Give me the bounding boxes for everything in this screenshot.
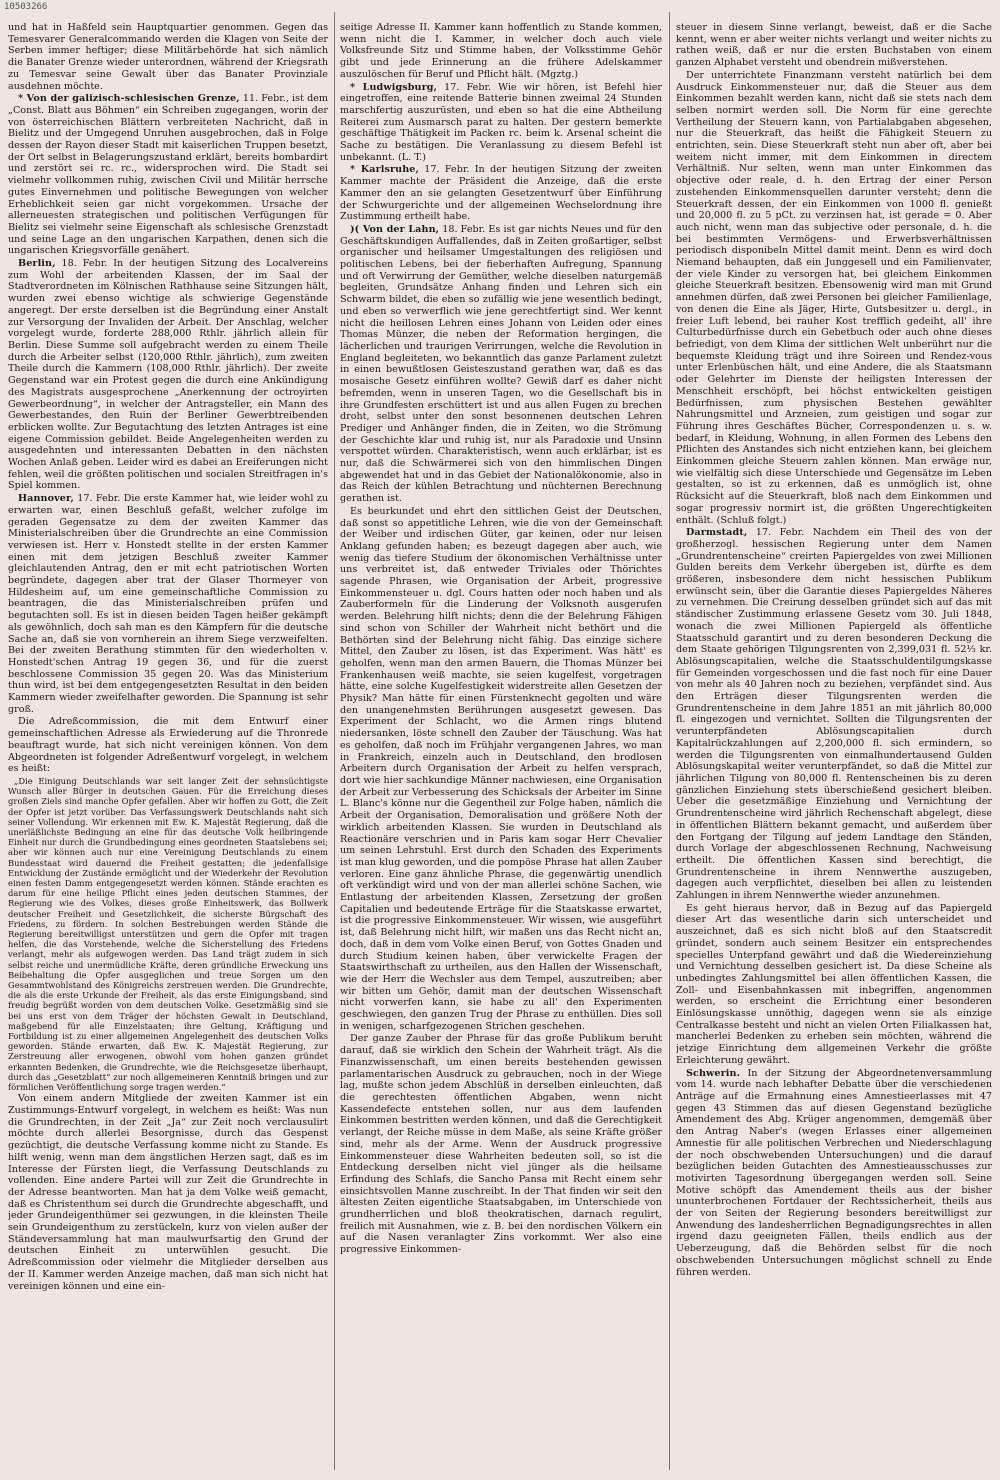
page-id: 10503266 bbox=[4, 2, 48, 12]
article-text: 11. Febr., ist dem „Const. Blatt aus Böhmen“ ein Schreiben zugegangen, worin der von österreichischen Blättern verbreiteten Nachricht, daß in Bielitz und der Umgegend Unruhen ausgebrochen, daß in Folge dessen der Rayon dieser Stadt mit kaiserlichen Truppen besetzt, der Ort selbst in Belagerungszustand erklärt, bereits bombardirt und zerstört sei rc. rc., widersprochen wird. Die Stadt sei vielmehr vollkommen ruhig, zwischen Civil und Militär herrsche gutes Einvernehmen und politische Bewegungen von welcher Erheblichkeit seien gar nicht vorgekommen. Ursache der allerneuesten strategischen und politischen Verfügungen für Bielitz sei vielmehr seine Eigenschaft als schlesische Grenzstadt und seine Lage an den ungarischen Karpathen, denen sich die ungarischen Kriegsvorfälle genähert. bbox=[8, 93, 328, 257]
article-text: seitige Adresse II. Kammer kann hoffentlich zu Stande kommen, wenn nicht die I. Kammer, in welcher doch auch viele Volksfreunde Sitz und Stimme haben, der Volksstimme Gehör gibt und jede Erinnerung an die frühere Adelskammer auszulöschen für Beruf und Pflicht hält. (Mgztg.) bbox=[340, 22, 662, 80]
article-text: 17. Febr. In der heutigen Sitzung der zweiten Kammer machte der Präsident die Anzeige, daß die erste Kammer den an sie gelangten Gesetzentwurf über Einführung der Schwurgerichte und der allgemeinen Wechselordnung ihre Zustimmung ertheilt habe. bbox=[340, 164, 662, 223]
dateline: )( Von der Lahn, bbox=[350, 223, 440, 235]
article-text: In der Sitzung der Abgeordnetenversammlung vom 14. wurde nach lebhafter Debatte über die verschiedenen Anträge auf die Ermahnung eines Amnestieerlasses mit 47 gegen 43 Stimmen das auf diesen Gegenstand bezügliche Amendement des Abg. Krüger angenommen, demgemäß über den Antrag Naber's (wegen Erlasses einer allgemeinen Amnestie für alle politischen Verbrechen und Niederschlagung der noch obschwebenden Untersuchungen) und die darauf bezüglichen beiden Gutachten des Amnestieausschusses zur motivirten Tagesordnung übergegangen werden soll. Seine Motive schöpft das Amendement theils aus der bisher ununterbrochenen Fortdauer der Rechtssicherheit, theils aus der von Seiten der Regierung besonders bereitwilligst zur Anwendung des landesherrlichen Begnadigungsrechtes in allen irgend dazu geeigneten Fällen, theils endlich aus der Ueberzeugung, daß die Behörden selbst für die noch obschwebenden Untersuchungen möglichst schnell zu Ende führen werden. bbox=[676, 1067, 992, 1278]
dateline: Berlin, bbox=[18, 258, 56, 270]
article-ludwigsburg bbox=[340, 82, 662, 164]
dateline: Schwerin. bbox=[686, 1067, 741, 1079]
dateline: Darmstadt, bbox=[686, 527, 748, 539]
article-text: Der ganze Zauber der Phrase für das große Publikum beruht darauf, daß sie wirklich den Schein der Wahrheit trägt. Als die Finanzwissenschaft, um einen bereits bestehenden gewissen parlamentarischen Ausdruck zu gebrauchen, noch in der Wiege lag, mußte schon jedem Abschlüß in derselben einleuchten, daß die gerechtesten öffentlichen Abgaben, wenn nicht Kassendefecte entstehen sollen, nur aus dem laufenden Einkommen bestritten werden können, und daß die Gerechtigkeit verlangt, der Reiche müsse in dem Maße, als seine Kräfte größer sind, mehr als der Arme. Wenn der Ausdruck progressive Einkommensteuer diese Wahrheiten bedeuten soll, so ist die Entdeckung derselben nicht viel jünger als die heilsame Erfindung des Schlafs, die Sancho Pansa mit Recht einem sehr einsichtsvollen Manne zuschreibt. In der That finden wir seit den ältesten Zeiten eigentliche Staatsabgaben, im Unterschiede von grundherrlichen und bloß theokratischen, darnach regulirt, freilich mit Ausnahmen, wie z. B. bei den nordischen Völkern ein auf die Nasen veranlagter Zins vorkommt. Wer also eine progressive Einkommen- bbox=[340, 1033, 662, 1256]
article-text: Die Adreßcommission, die mit dem Entwurf einer gemeinschaftlichen Adresse als Erwiederung auf die Thronrede beauftragt wurde, hat sich nicht vereinigen können. Von dem Abgeordneten ist folgender Adreßentwurf vorgelegt, in welchem es heißt: bbox=[8, 716, 328, 775]
address-quote: „Die Einigung Deutschlands war seit langer Zeit der sehnsüchtigste Wunsch aller Bürger in deutschen Gauen. Für die Erreichung dieses großen Ziels sind manche Opfer gefallen. Aber wir hoffen zu Gott, die Zeit der Opfer ist jetzt vorüber. Das Verfassungswerk Deutschlands naht sich seiner Vollendung. Wir erkennen mit Ew. K. Majestät Regierung, daß die unerläßlichste Bedingung an eine für das deutsche Volk heilbringende Einheit nur durch die Grundbedingung eines geordneten Staatslebens sei; aber wir können auch nur eine Vereinigung Deutschlands zu einem Bundesstaat wird dauernd die Freiheit gestatten; die jedenfallsige Entwicklung der Zustände ermöglicht und der Wiederkehr der Revolution einen festen Damm entgegengesetzt werden können. Stände erachten es darum für eine heilige Pflicht eines jeden deutschen Stammes, der Regierung wie des Volkes, dieses große Einheitswerk, das Bollwerk deutscher Freiheit und Gesetzlichkeit, die sicherste Bürgschaft des Friedens, zu fördern. In solchen Bestrebungen werden Stände die Regierung bereitwilligst unterstützen und gern die Opfer mit tragen helfen, die das Vorstehende, welche die Sicherstellung des Friedens verlangt, mehr als aufgewogen werden. Das Land trägt zudem in sich selbst reiche und unermüdliche Kräfte, deren gründliche Erweckung uns Beibehaltung die Opfer ausgeglichen und treue Sorgen um den Gesammtwohlstand des Königreichs zerstreuen werden. Die Grundrechte, die als die erste Urkunde der Freiheit, als das erste Einigungsband, sind freudig begrüßt worden von dem deutschen Volke. Gesetzmäßig sind sie bei uns erst von dem Träger der höchsten Gewalt in Deutschland, maßgebend für alle Einzelstaaten; ihre Geltung, Kräftigung und Fortbildung ist zu einer allgemeinen Angelegenheit des deutschen Volks geworden. Stände erwarten, daß Ew. K. Majestät Regierung, zur Zerstreuung aller erwogenen, obwohl vom hohen ganzen gründet erkannten Bedenken, die Grundrechte, wie die Reichsgesetze überhaupt, durch das „Gesetzblatt“ zur noch allgemeineren Kenntniß bringen und zur förmlichen Veröffentlichung sorge tragen werden.“ bbox=[8, 776, 328, 1093]
dateline: * Von der galizisch-schlesischen Grenze, bbox=[18, 93, 240, 105]
article-text: 17. Febr. Wie wir hören, ist Befehl hier eingetroffen, eine reitende Batterie binnen zweimal 24 Stunden marschfertig auszurüsten, und eben so hat die eine Abtheilung Reiterei zum Ausmarsch parat zu halten. Der gestern bemerkte geschäftige Thätigkeit im Packen rc. beim k. Arsenal scheint die Sache zu bestätigen. Die Veranlassung zu diesem Befehl ist unbekannt. (L. T.) bbox=[340, 81, 662, 163]
article-text: 17. Febr. Die erste Kammer hat, wie leider wohl zu erwarten war, einen Beschluß gefaßt, welcher zufolge im geraden Gegensatze zu dem der zweiten Kammer das Ministerialschreiben über die Grundrechte an eine Commission verwiesen ist. Herr v. Honstedt stellte in der ersten Kammer einen mit dem jetzigen Beschluß zweiter Kammer gleichlautenden Antrag, den er mit echt patriotischen Worten begründete, dagegen aber trat der Glaser Thormeyer von Hildesheim auf, um eine gemeinschaftliche Commission zu beantragen, die das Ministerialschreiben prüfen und begutachten soll. Es ist in diesen beiden Tagen heißer gekämpft als gewöhnlich, doch sah man es den Kämpfern für die deutsche Sache an, daß sie von vornherein an ihrem Siege verzweifelten. Bei der zweiten Berathung stimmten für den wiederholten v. Honstedt'schen Antrag 19 gegen 36, und für die zuerst beschlossene Commission 35 gegen 20. Was das Ministerium thun wird, ist bei dem entgegengesetzten Resultat in den beiden Kammern wieder zweifelhafter geworden. Die Spannung ist sehr groß. bbox=[8, 493, 328, 715]
article-galizien bbox=[8, 93, 328, 257]
article-text: Der unterrichtete Finanzmann versteht natürlich bei dem Ausdruck Einkommensteuer nur, daß die Steuer aus dem Einkommen bezahlt werden kann, nicht daß sie stets nach dem selben normirt werden soll. Die Norm für eine gerechte Vertheilung der Steuern kann, von Partialabgaben abgesehen, nur die Steuerkraft, das heißt die Fähigkeit Steuern zu entrichten, sein. Diese Steuerkraft steht nun aber oft, aber bei weitem nicht immer, mit dem Einkommen in directem Verhältniß. Nur selten, wenn man unter Einkommen das objective oder reale, d. h. den Ertrag der einer Person zustehenden Einkommensquellen darunter versteht; denn die Steuerkraft dessen, der ein Einkommen von 1000 fl. genießt und 20,000 fl. zu 5 pCt. zu verzinsen hat, ist gerade = 0. Aber auch nicht, wenn man das subjective oder personale, d. h. die bei bestimmten Vermögens- und Erwerbsverhältnissen periodisch disponibeln Mittel damit meint. Denn es wird doch Niemand behaupten, daß ein Junggesell und ein Familienvater, der viele Kinder zu versorgen hat, bei gleichem Einkommen gleiche Steuerkraft besitzen. Ebensowenig wird man mit Grund annehmen dürfen, daß zwei Personen bei gleicher Familienlage, von denen die Eine als Jäger, Hirte, Gutsbesitzer u. dergl., in freier Luft lebend, bei rauher Kost trefflich gedeiht, all' ihre Culturbedürfnisse durch ein Gebetbuch oder auch ohne dieses befriedigt, von dem Klima der sittlichen Welt unberührt nur die bequemste Kleidung trägt und ihre Soireen und Rendez-vous unter Erlenbüschen hält, und eine Andere, die als Staatsmann oder Gelehrter im Dienste der heiligsten Interessen der Menschheit erschöpft, bei höchst entwickelten geistigen Bedürfnissen, zum physischen Bestehen gewählter Nahrungsmittel und Arzneien, zum geistigen und sogar zur Führung ihres Geschäftes Bücher, Correspondenzen u. s. w. bedarf, in Kleidung, Wohnung, in allen Formen des Lebens den Pflichten des Anstandes sich nicht entziehen kann, bei gleichem Einkommen gleiche Steuern zahlen können. Man erwäge nur, wie vielfältig sich diese Unterschiede und Gegensätze im Leben gestalten, so ist zu erkennen, daß es unmöglich ist, ohne Rücksicht auf die Steuerkraft, bloß nach dem Einkommen und sogar progressiv normirt ist, die größten Ungerechtigkeiten enthält. (Schluß folgt.) bbox=[676, 69, 992, 526]
article-darmstadt bbox=[676, 527, 992, 902]
article-text: 18. Febr. In der heutigen Sitzung des Localvereins zum Wohl der arbeitenden Klassen, der im Saal der Stadtverordneten im Kölnischen Rathhause seine Sitzungen hält, wurden zwei ebenso wichtige als schwierige Gegenstände angeregt. Der erste derselben ist die Begründung einer Anstalt zur Versorgung der Invaliden der Arbeit. Der Anschlag, welcher vorgelegt wurde, forderte 288,000 Rthlr. jährlich allein für Berlin. Diese Summe soll aufgebracht werden zu einem Theile durch die Arbeiter selbst (120,000 Rthlr. jährlich), zum zweiten Theile durch die Kammern (108,000 Rthlr. jährlich). Der zweite Gegenstand war ein Protest gegen die durch eine Ankündigung des Magistrats ausgesprochene „Anerkennung der octroyirten Gewerbeordnung“, in welcher der Antragsteller, ein Mann des Gewerbestandes, den Ruin der Berliner Gewerbtreibenden erblicken wollte. Zur Begutachtung des letzten Antrages ist eine eigene Commission gebildet. Beide Angelegenheiten werden zu ausgedehnten und interessanten Debatten in den nächsten Wochen Anlaß geben. Leider wird es dabei an Ereiferungen nicht fehlen, weil die größten politischen und socialen Streitfragen in's Spiel kommen. bbox=[8, 258, 328, 492]
article-hannover bbox=[8, 493, 328, 715]
article-text: Von einem andern Mitgliede der zweiten Kammer ist ein Zustimmungs-Entwurf vorgelegt, in welchem es heißt: Was nun die Grundrechten, in der Zeit „Ja“ zur Zeit noch verclausulirt möchte durch allerlei Besorgnisse, durch das Gespenst gezüchtigt, die deutsche Verfassung komme nicht zu Stande. Es hilft wenig, wenn man dem ängstlichen Herzen sagt, daß es im Interesse der Fürsten liegt, die Verfassung Deutschlands zu vollenden. Eine andere Partei will zur Zeit die Grundrechte in der Adresse beantworten. Man hat ja dem Volke weiß gemacht, daß es Christenthum sei durch die Grundrechte abgeschafft, und jeder Grundeigenthümer sei gezwungen, in die kleinsten Theile sein Grundeigenthum zu zerstückeln, kurz von vielen außer der Ständeversammlung hat man maulwurfsartig den Grund der deutschen Einheit zu unterwühlen gesucht. Die Adreßcommission oder vielmehr die Mitglieder derselben aus der II. Kammer werden Anzeige machen, daß man sich nicht hat vereinigen können und eine ein- bbox=[8, 1093, 328, 1292]
column-3 bbox=[676, 22, 992, 1462]
dateline: * Karlsruhe, bbox=[350, 164, 419, 176]
column-1 bbox=[8, 22, 328, 1462]
article-schwerin bbox=[676, 1068, 992, 1279]
article-text: 17. Febr. Nachdem ein Theil des von der großherzogl. hessischen Regierung unter dem Namen „Grundrentenscheine“ creirten Papiergeldes von zwei Millionen Gulden bereits dem Verkehr übergeben ist, dürfte es dem größeren, insbesondere dem nicht hessischen Publikum erwünscht sein, über die Garantie dieses Papiergeldes Näheres zu vernehmen. Die Creirung desselben gründet sich auf das mit ständischer Zustimmung erlassene Gesetz vom 30. Juli 1848, wonach die zwei Millionen Papiergeld als öffentliche Staatsschuld garantirt und zu deren besonderen Deckung die dem Staate gehörigen Tilgungsrenten von 2,399,031 fl. 52⅓ kr. Ablösungscapitalien, welche die Staatsschuldentilgungskasse für Gemeinden vorgeschossen und die fast noch für eine Dauer von mehr als 40 Jahren noch zu beziehen, verpfändet sind. Aus den Erträgen dieser Tilgungsrenten werden die Grundrentenscheine in dem Jahre 1851 an mit jährlich 80,000 fl. eingezogen und vernichtet. Sollten die Tilgungsrenten der verunterpfändeten Ablösungscapitalien durch Kapitalrückzahlungen auf 2,200,000 fl. sich ermindern, so werden die Tilgungsrenten von einmalhundertausend Gulden Ablösungskapital weiter verunterpfändet, so daß die Mittel zur jährlichen Tilgung von 80,000 fl. Rentenscheinen bis zu deren gänzlichen Einziehung stets überschießend gesichert bleiben. Ueber die gesetzmäßige Einziehung und Vernichtung der Grundrentenscheine wird jährlich Rechenschaft abgelegt, diese in öffentlichen Blättern bekannt gemacht, und außerdem über den Fortgang der Tilgung auf jedem Landtage den Ständen, durch Vorlage der abgeschlossenen Rechnung, Nachweisung ertheilt. Die öffentlichen Kassen sind berechtigt, die Grundrentenscheine in ihrem Nennwerthe auszugeben, dagegen auch verpflichtet, dieselben bei allen zu leistenden Zahlungen in ihrem Nennwerthe wieder anzunehmen. bbox=[676, 527, 992, 902]
dateline: Hannover, bbox=[18, 493, 74, 505]
article-text: steuer in diesem Sinne verlangt, beweist, daß er die Sache kennt, wenn er aber weiter nichts verlangt und weiter nichts zu rathen weiß, daß er nur die ersten Buchstaben von einem ganzen Alphabet versteht und obendrein mißverstehen. bbox=[676, 22, 992, 69]
article-lahn bbox=[340, 224, 662, 505]
article-text: Es geht hieraus hervor, daß in Bezug auf das Papiergeld dieser Art das wesentliche darin sich unterscheidet und auszeichnet, daß es sich nicht bloß auf den Staatscredit gründet, sondern auch seinem Besitzer ein entsprechendes specielles Unterpfand gewährt und daß die Wiedereinziehung und Vernichtung desselben gesichert ist. Da diese Scheine als unbedingtes Zahlungsmittel bei allen öffentlichen Kassen, die Zoll- und Eisenbahnkassen mit inbegriffen, angenommen werden, so erscheint die Errichtung einer besonderen Einlösungskasse unnöthig, dagegen wenn sie als einzige Centralkasse besteht und nicht an vielen Orten Filialkassen hat, mancherlei Bedenken zu erheben sein möchten, während die jetzige Einrichtung dem allgemeinen Verkehr die größte Erleichterung gewährt. bbox=[676, 902, 992, 1066]
article-karlsruhe bbox=[340, 164, 662, 223]
article-text: Es beurkundet und ehrt den sittlichen Geist der Deutschen, daß sonst so appetitliche Lehren, wie die von der Gemeinschaft der Weiber und irdischen Güter, gar keinen, oder nur leisen Anklang gefunden haben; es bezeugt dagegen aber auch, wie wenig das tiefere Studium der ökonomischen Verhältnisse unter uns verbreitet ist, daß entweder Triviales oder Thörichtes sagende Phrasen, wie Organisation der Arbeit, progressive Einkommensteuer u. dgl. Cours hatten oder noch haben und als Zauberformeln für die Linderung der Volksnoth ausgerufen werden. Belehrung hilft nichts; denn die der Belehrung Fähigen sind schon von Schiller der Wahrheit nicht bethört und die Bethörten sind der Belehrung nicht fähig. Das einzige sichere Mittel, den Zauber zu lösen, ist das Experiment. Was hätt' es geholfen, wenn man den armen Bauern, die Thomas Münzer bei Frankenhausen weiß machte, sie seien kugelfest, vorgetragen hätte, eine solche Kugelfestigkeit widerstreite allen Gesetzen der Physik? Man hätte für einen Fürstenknecht gegolten und wäre den unangenehmsten Berührungen ausgesetzt gewesen. Das Experiment der Schlacht, wo die Armen rings blutend niedersanken, löste schnell den Zauber der Täuschung. Was hat es geholfen, daß noch im Frühjahr vergangenen Jahres, wo man in Frankreich, einzeln auch in Deutschland, den brodlosen Arbeitern durch Organisation der Arbeit zu helfen versprach, dort wie hier sachkundige Männer nachwiesen, eine Organisation der Arbeit zur Verbesserung des Schicksals der Arbeiter im Sinne L. Blanc's könne nur die Gegentheil zur Folge haben, nämlich die Arbeit der Organisation, Demoralisation und größere Noth der wirklich arbeitenden Klassen. Sie wurden in Deutschland als Reactionäre verschrien und in Paris kam sogar Herr Chevalier um seinen Lehrstuhl. Erst durch den Schaden des Experiments ist man klug geworden, und die pompöse Phrase hat allen Zauber verloren. Eine ganz ähnliche Phrase, die gegenwärtig unendlich oft verkündigt wird und von der man allerlei schöne Sachen, wie Entlastung der arbeitenden Klassen, Zersetzung der großen Capitalien und bedeutende Erträge für die Staatskasse erwartet, ist die progressive Einkommensteuer. Wir wissen, wie ausgeführt ist, daß Belehrung nicht hilft, wir maßen uns das Recht nicht an, doch, daß in dem vom Volke einen Beruf, von Gottes Gnaden und durch Studium keinen haben, über verwickelte Fragen der Staatswirthschaft zu urtheilen, aus den Hallen der Wissenschaft, wie der Herr die Wechsler aus dem Tempel, auszutreiben; aber wir bitten um Gehör, damit man der deutschen Wissenschaft nicht vorwerfen kann, sie habe zu all' den Experimenten geschwiegen, den ganzen Trug der Phrase zu enthüllen. Dies soll in wenigen, scharfgezogenen Strichen geschehen. bbox=[340, 505, 662, 1032]
article-berlin bbox=[8, 258, 328, 492]
dateline: * Ludwigsburg, bbox=[350, 81, 438, 93]
article-text: und hat in Haßfeld sein Hauptquartier genommen. Gegen das Temesvarer Generalcommando werden die Klagen von Seite der Serben immer heftiger; diese Militärbehörde hat sich nämlich die Banater Grenze wieder unterordnen, während der Kriegsrath zu Temesvar seine Gewalt über das Banater Provinziale ausdehnen möchte. bbox=[8, 22, 328, 92]
column-2 bbox=[340, 22, 662, 1462]
article-text: 18. Febr. Es ist gar nichts Neues und für den Geschäftskundigen Auffallendes, daß in Zeiten großartiger, selbst organischer und heilsamer Umgestaltungen des religiösen und politischen Lebens, bei der fieberhaften Aufregung, Spannung und oft Verwirrung der Gemüther, welche dieselben naturgemäß begleiten, Grundsätze Anhang finden und Lehren sich ein Schwarm bildet, die eben so zufällig wie jene wesentlich bedingt, und eben so verwerflich wie jene gerechtfertigt sind. Wer kennt nicht die heillosen Lehren eines Johann von Leiden oder eines Thomas Münzer, die neben der Reformation hergingen, die lächerlichen und traurigen Verirrungen, welche die Revolution in England begleiteten, wo bekanntlich das ganze Parlament zuletzt in einen bewußtlosen Geisteszustand gerathen war, daß es das mosaische Gesetz einführen wollte? Gewiß darf es daher nicht befremden, wenn in unseren Tagen, wo die Gesellschaft bis in ihre Grundfesten erschüttert ist und aus allen Fugen zu brechen droht, selbst unter den sonst besonnenen deutschen Lehren Prediger und Anhänger finden, die in Zeiten, wo die Strömung der Geschichte klar und ruhig ist, nur als Paradoxie und Unsinn verspottet würden. Charakteristisch, wenn auch erklärbar, ist es nur, daß die Schwärmerei sich von den himmlischen Dingen abgewendet hat und in das Gebiet der Nationalökonomie, also in das Reich der kühlen Betrachtung und nüchternen Berechnung gerathen ist. bbox=[340, 223, 662, 505]
